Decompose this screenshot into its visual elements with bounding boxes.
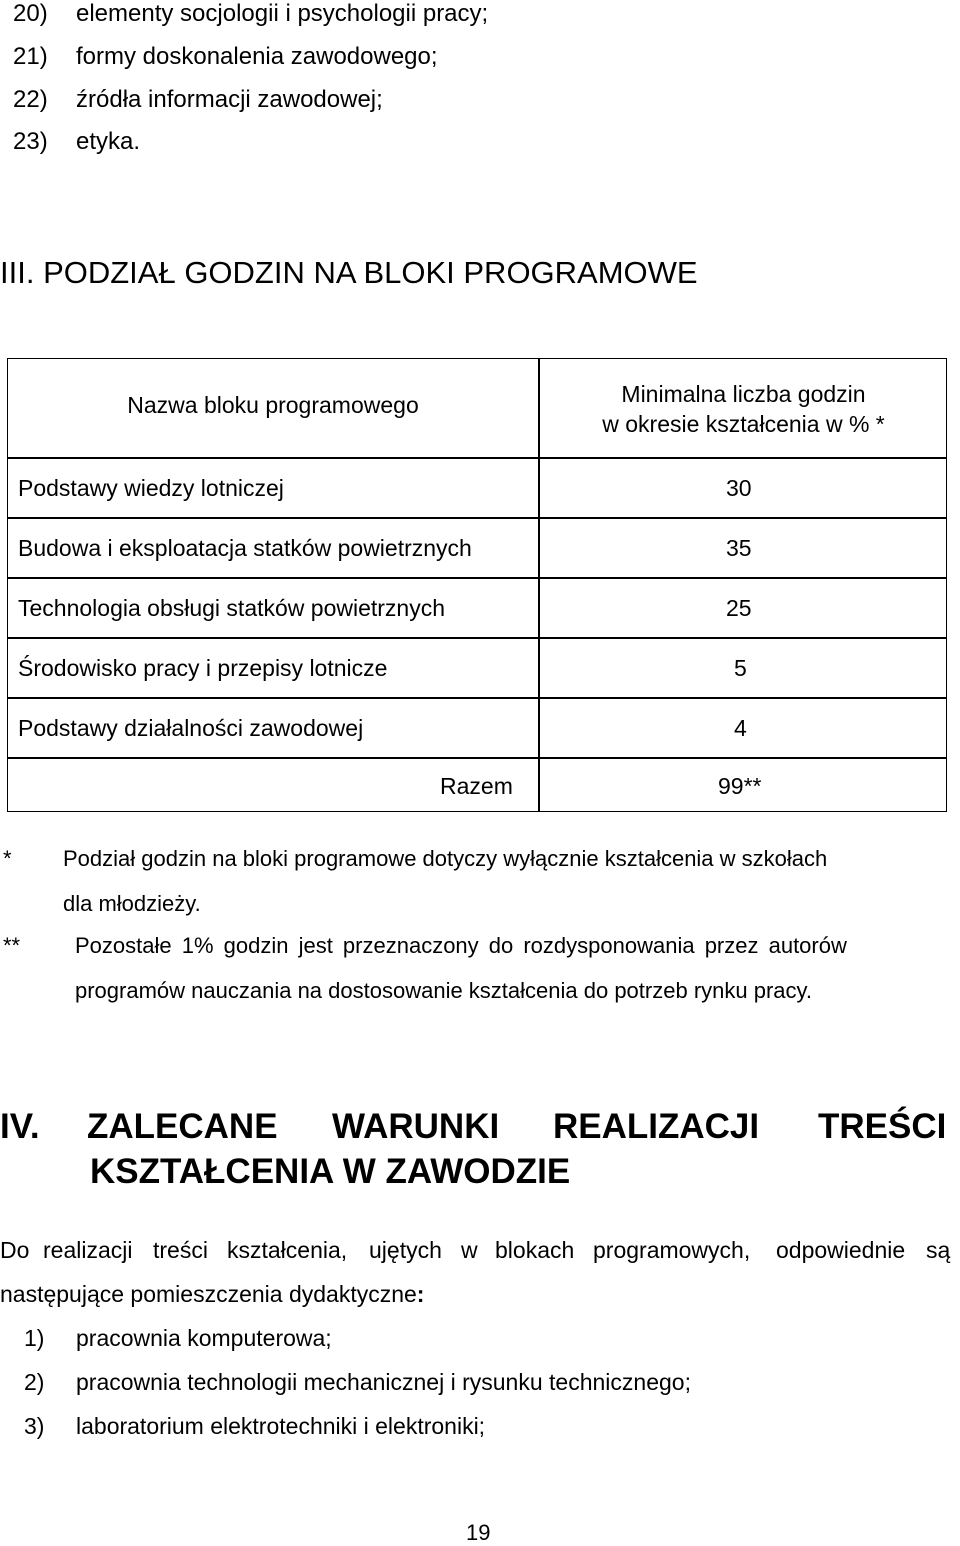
table-header-hours [539,379,948,439]
page-number: 19 [466,1520,491,1545]
list-number: 3) [24,1413,45,1439]
heading-word: REALIZACJI [553,1107,760,1146]
intro-word: są [926,1237,951,1263]
table-row-name: Podstawy wiedzy lotniczej [18,475,284,501]
table-divider [8,517,946,519]
table-row-name: Środowisko pracy i przepisy lotnicze [18,655,388,681]
table-row-value: 25 [726,595,752,621]
list-item: pracownia komputerowa; [76,1325,332,1351]
table-divider [8,577,946,579]
table-divider [8,697,946,699]
list-item: pracownia technologii mechanicznej i rysunku technicznego; [76,1369,691,1395]
footnote-text: programów nauczania na dostosowanie kształcenia do potrzeb rynku pracy. [75,978,812,1003]
hours-table [7,358,947,812]
section4-number: IV. [0,1107,40,1146]
table-total-label: Razem [440,773,513,799]
intro-word: w [461,1237,478,1263]
heading-line: KSZTAŁCENIA W ZAWODZIE [90,1152,571,1191]
table-divider [8,457,946,459]
section-heading: III. PODZIAŁ GODZIN NA BLOKI PROGRAMOWE [0,255,698,290]
list-number: 1) [24,1325,45,1351]
table-divider [8,637,946,639]
table-row-name: Budowa i eksploatacja statków powietrznych [18,535,472,561]
intro-word: programowych, [593,1237,751,1263]
table-row-name: Technologia obsługi statków powietrznych [18,595,446,621]
intro-text: następujące pomieszczenia dydaktyczne [0,1281,417,1307]
intro-word: ujętych [369,1237,442,1263]
table-row-value: 5 [734,655,747,681]
intro-word: kształcenia, [227,1237,348,1263]
footnote-text: Pozostałe 1% godzin jest przeznaczony do rozdysponowania przez autorów [75,933,847,958]
intro-line [0,1281,424,1308]
footnote-text: dla młodzieży. [63,891,201,916]
intro-word: odpowiednie [776,1237,906,1263]
table-row-value: 35 [726,535,752,561]
intro-word: realizacji [43,1237,133,1263]
heading-word: TREŚCI [818,1107,947,1146]
footnote-mark: * [3,846,12,871]
footnote-mark: ** [3,933,21,958]
table-total-value: 99** [718,773,762,799]
table-header-name: Nazwa bloku programowego [127,392,419,418]
heading-word: WARUNKI [332,1107,500,1146]
list-number: 2) [24,1369,45,1395]
intro-word: Do [0,1237,30,1263]
heading-word: ZALECANE [87,1107,278,1146]
header-line: w okresie kształcenia w % * [602,411,885,437]
table-divider [8,757,946,759]
table-row-value: 4 [734,715,747,741]
intro-colon: : [416,1281,425,1307]
header-line: Minimalna liczba godzin [621,381,866,407]
footnote-text: Podział godzin na bloki programowe dotyczy wyłącznie kształcenia w szkołach [63,846,828,871]
table-row-value: 30 [726,475,752,501]
intro-word: blokach [495,1237,575,1263]
intro-word: treści [153,1237,208,1263]
list-item: laboratorium elektrotechniki i elektroniki; [76,1413,486,1439]
table-row-name: Podstawy działalności zawodowej [18,715,364,741]
